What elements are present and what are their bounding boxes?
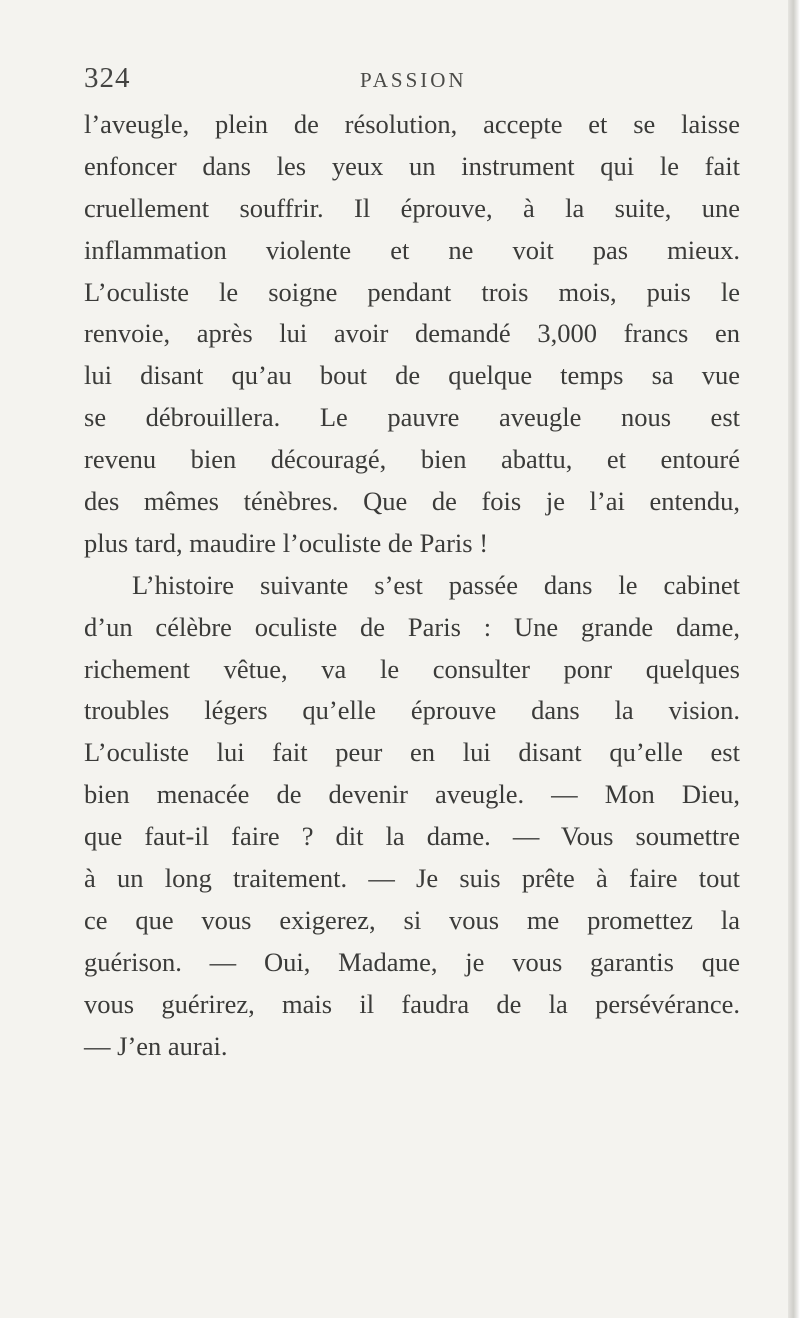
page-number: 324 <box>84 62 131 94</box>
page-header <box>84 60 740 100</box>
running-title: PASSION <box>360 68 467 92</box>
text-line-21: guérison. — Oui, Madame, je vous garantis que <box>84 946 740 977</box>
body-text <box>84 104 740 1067</box>
text-line-9: revenu bien découragé, bien abattu, et entouré <box>84 444 740 475</box>
text-line-17: bien menacée de devenir aveugle. — Mon Dieu, <box>84 779 740 810</box>
text-line-22: vous guérirez, mais il faudra de la persévérance. <box>84 988 740 1019</box>
text-line-16: L’oculiste lui fait peur en lui disant qu’elle est <box>84 737 740 768</box>
text-line-11: plus tard, maudire l’oculiste de Paris ! <box>84 527 489 558</box>
page-edge-shadow <box>788 0 800 1318</box>
text-line-10: des mêmes ténèbres. Que de fois je l’ai entendu, <box>84 486 740 517</box>
text-line-14: richement vêtue, va le consulter ponr quelques <box>84 653 740 684</box>
text-line-7: lui disant qu’au bout de quelque temps sa vue <box>84 360 740 391</box>
text-line-19: à un long traitement. — Je suis prête à faire tout <box>84 863 740 894</box>
text-line-5: L’oculiste le soigne pendant trois mois, puis le <box>84 276 740 307</box>
text-line-4: inflammation violente et ne voit pas mieux. <box>84 234 740 265</box>
text-line-12: L’histoire suivante s’est passée dans le cabinet <box>132 569 740 600</box>
text-line-20: ce que vous exigerez, si vous me promettez la <box>84 904 740 935</box>
text-line-23: — J’en aurai. <box>84 1030 228 1061</box>
text-line-15: troubles légers qu’elle éprouve dans la vision. <box>84 695 740 726</box>
text-line-13: d’un célèbre oculiste de Paris : Une grande dame, <box>84 611 740 642</box>
text-line-3: cruellement souffrir. Il éprouve, à la suite, une <box>84 192 740 223</box>
text-line-8: se débrouillera. Le pauvre aveugle nous est <box>84 402 740 433</box>
text-line-6: renvoie, après lui avoir demandé 3,000 francs en <box>84 318 740 349</box>
text-line-1: l’aveugle, plein de résolution, accepte et se laisse <box>84 109 740 139</box>
text-line-2: enfoncer dans les yeux un instrument qui le fait <box>84 150 740 181</box>
text-line-18: que faut-il faire ? dit la dame. — Vous soumettre <box>84 821 740 852</box>
